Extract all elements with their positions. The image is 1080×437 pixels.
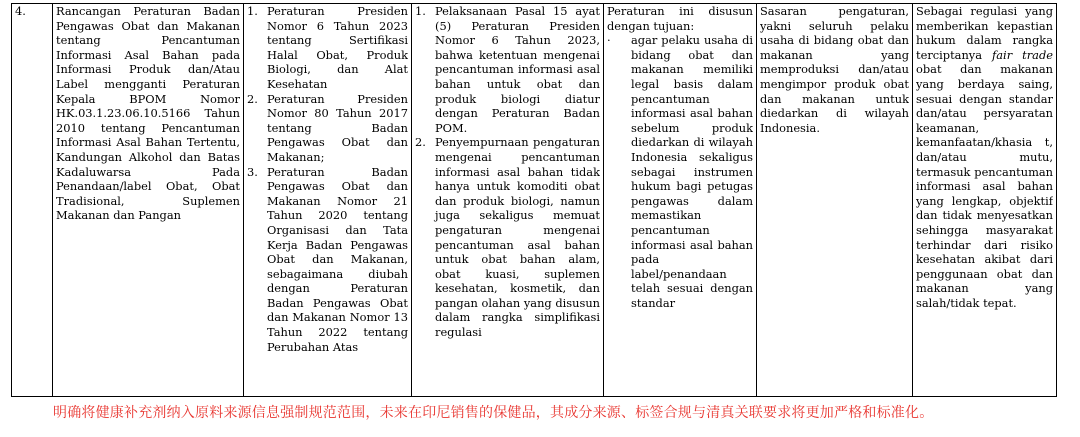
title-cell (53, 4, 244, 397)
list-item-number: 3. (247, 164, 258, 179)
row-number: 4. (15, 4, 26, 18)
list-item-number: 2. (415, 135, 426, 150)
list-item-text: Peraturan Presiden Nomor 6 Tahun 2023 tentang Sertifikasi Halal Obat, Produk Biologi, dan Alat Kesehatan (267, 4, 408, 91)
objective-item (607, 33, 753, 310)
list-item (247, 165, 408, 355)
list-item-number: 1. (415, 4, 426, 18)
issues-cell (412, 4, 604, 397)
list-item-text: Pelaksanaan Pasal 15 ayat (5) Peraturan Presiden Nomor 6 Tahun 2023, bahwa ketentuan mengenai pencantuman informasi asal bahan untuk obat dan produk biologi diatur dengan Peraturan Badan POM. (435, 4, 600, 135)
objective-intro: Peraturan ini disusun dengan tujuan: (607, 4, 753, 33)
annotation-note: 明确将健康补充剂纳入原料来源信息强制规范范围，未来在印尼销售的保健品，其成分来源、标签合规与清真关联要求将更加严格和标准化。 (53, 405, 934, 421)
target-cell (757, 4, 913, 397)
list-item-number: 1. (247, 4, 258, 18)
list-item-text: Peraturan Presiden Nomor 80 Tahun 2017 tentang Badan Pengawas Obat dan Makanan; (267, 91, 408, 164)
impact-cell (913, 4, 1057, 397)
legal-basis-cell (244, 4, 412, 397)
bullet-icon: · (607, 33, 611, 48)
regulation-title: Rancangan Peraturan Badan Pengawas Obat dan Makanan tentang Pencantuman Informasi Asal Bahan pada Informasi Produk dan/Atau Label mengganti Peraturan Kepala BPOM Nomor HK.03.1.23.06.10.5166 Tahun 2010 tentang Pencantuman Informasi Asal Bahan Tertentu, Kandungan Alkohol dan Batas Kadaluwarsa Pada Penandaan/label Obat, Obat Tradisional, Suplemen Makanan dan Pangan (56, 4, 240, 223)
impact-text-part: Sebagai regulasi yang memberikan kepastian hukum dalam rangka terciptanya (916, 4, 1053, 62)
row-number-cell (12, 4, 53, 397)
regulation-table (11, 3, 1057, 397)
impact-italic-term: fair trade (992, 47, 1053, 62)
list-item-text: Peraturan Badan Pengawas Obat dan Makanan Nomor 21 Tahun 2020 tentang Organisasi dan Tata Kerja Badan Pengawas Obat dan Makanan, sebagaimana diubah dengan Peraturan Badan Pengawas Obat dan Makanan Nomor 13 Tahun 2022 tentang Perubahan Atas (267, 164, 408, 354)
list-item (247, 4, 408, 92)
impact-text (916, 4, 1053, 396)
target-text: Sasaran pengaturan, yakni seluruh pelaku usaha di bidang obat dan makanan yang memproduksi dan/atau mengimpor produk obat dan makanan untuk diedarkan di wilayah Indonesia. (760, 4, 909, 135)
list-item (247, 92, 408, 165)
impact-text-part: obat dan makanan yang berdaya saing, sesuai dengan standar dan/atau persyaratan keamanan, kemanfaatan/khasia t, dan/atau mutu, termasuk pencantuman informasi asal bahan yang lengkap, objektif dan tidak menyesatkan sehingga masyarakat terhindar dari risiko kesehatan akibat dari penggunaan obat dan makanan yang salah/tidak tepat. (916, 62, 1053, 310)
list-item-number: 2. (247, 91, 258, 106)
list-item-text: Penyempurnaan pengaturan mengenai pencantuman informasi asal bahan tidak hanya untuk komoditi obat dan produk biologi, namun juga sekaligus memuat pengaturan mengenai pencantuman asal bahan untuk obat bahan alam, obat kuasi, suplemen kesehatan, kosmetik, dan pangan olahan yang disusun dalam rangka simplifikasi regulasi (435, 135, 600, 340)
list-item (415, 4, 600, 135)
list-item (415, 135, 600, 339)
objective-item-text: agar pelaku usaha di bidang obat dan makanan memiliki legal basis dalam pencantuman informasi asal bahan sebelum produk diedarkan di wilayah Indonesia sekaligus sebagai instrumen hukum bagi petugas pengawas dalam memastikan pencantuman informasi asal bahan pada label/penandaan telah sesuai dengan standar (631, 33, 753, 310)
issues-list (415, 4, 600, 340)
legal-basis-list (247, 4, 408, 354)
table-row (12, 4, 1057, 397)
objective-cell (604, 4, 757, 397)
